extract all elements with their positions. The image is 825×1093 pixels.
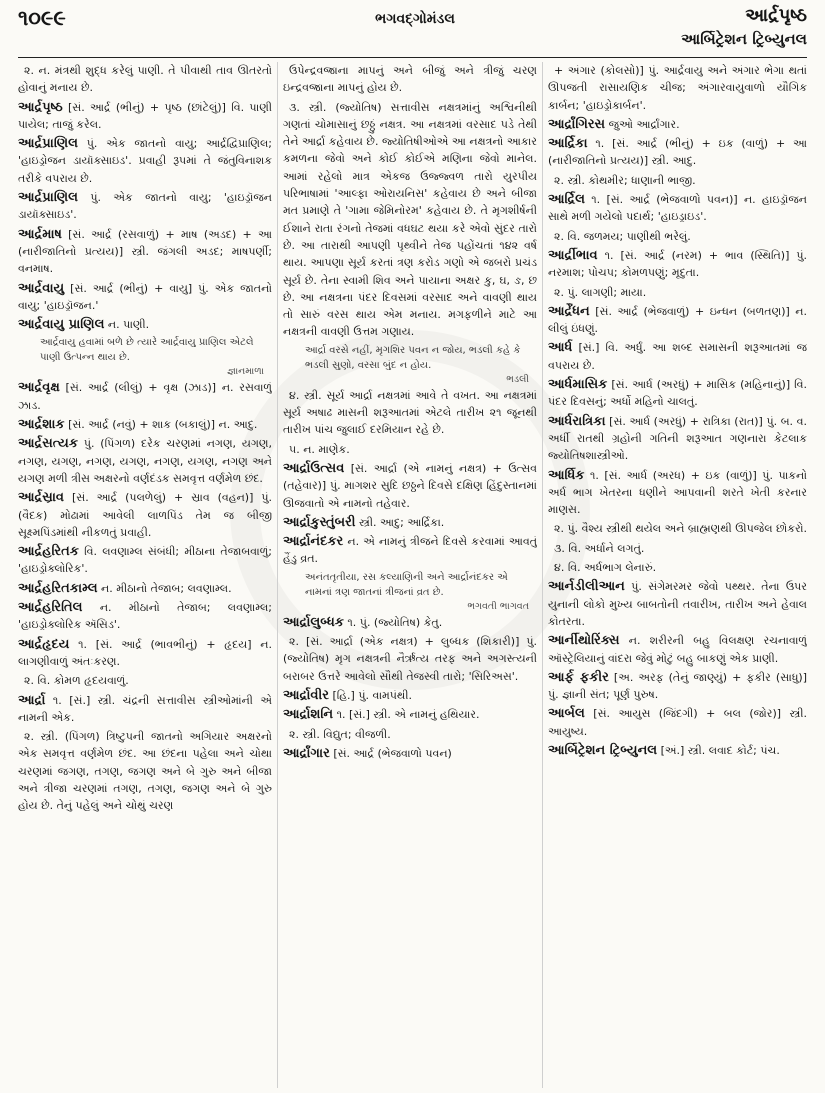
headword: આર્દ્રમાષ: [18, 226, 62, 242]
headword: આર્દ્રાલુબ્ધક: [283, 614, 344, 630]
definition-text: [સં. આર્દ્ર (નવું) + શાક (બકાલું)] ન. આદુ.: [68, 418, 258, 432]
dictionary-entry: [18, 728, 272, 814]
definition-text: ૧. [સં. આર્ધ (અરધ) + ઇક (વાળું)] પું. પાકનો અર્ધ ભાગ ખેતરના ધણીને આપવાની શરતે ખેતી કરનાર માણસ.: [548, 468, 807, 517]
headword: આર્દ્રાશનિ: [283, 707, 334, 723]
dictionary-entry: [548, 303, 807, 338]
definition-text: [સં. આર્દ્ર (ભેજવાળો પવન): [333, 746, 452, 760]
dictionary-entry: [283, 387, 537, 439]
dictionary-entry: [283, 99, 537, 341]
dictionary-entry: [548, 376, 807, 411]
dictionary-entry: [548, 632, 807, 667]
citation-quote: આર્દ્રા વરસે નહીં, મૃગશિર પવન ન જોય, ભડલી કહે કે ભડલી સુણો, વરસા બુંદ ન હોય.: [305, 344, 521, 371]
dictionary-entry: [18, 416, 272, 433]
headword: આર્દ્રપ્રાણિલ: [18, 190, 78, 206]
definition-text: ન. શરીરની બહુ વિલક્ષણ રચનાવાળું ઑસ્ટ્રેલિયાનું વાંદરા જેવું મોટું બહુ બાકણું એક પ્રાણી.: [548, 634, 807, 665]
headword: આર્દ્રાઉત્સવ: [283, 460, 345, 476]
definition-text: ૧. [સં.] સ્ત્રી. એ નામનું હથિયાર.: [336, 708, 480, 722]
headword: આર્બલ: [548, 706, 585, 722]
headword: આર્દ્રપ્રાણિલ: [18, 136, 78, 152]
definition-text: [અ. અરફ (તેનું જાણ્યું) + ફકીર (સાધુ)] પું. જ્ઞાની સંત; પૂર્ણ પુરુષ.: [548, 670, 807, 702]
dictionary-entry: [283, 745, 537, 762]
dictionary-entry: [548, 559, 807, 576]
headword: આર્દ્રહરિતિલ: [18, 600, 83, 616]
definition-text: ૧. [સં.] સ્ત્રી. ચંદ્રની સત્તાવીસ સ્ત્રીઓમાંની એ નામની એક.: [18, 693, 272, 724]
dictionary-entry: [548, 62, 807, 114]
definition-text: ૨. વિ. કોમળ હૃદયવાળું.: [24, 674, 129, 688]
definition-text: ૨. ન. મંત્રથી શુદ્ધ કરેલું પાણી. તે પીવાથી તાવ ઊતરતો હોવાનું મનાય છે.: [18, 64, 272, 95]
headword: આર્દ્રવૃક્ષ: [18, 380, 60, 396]
dictionary-entry: [283, 633, 537, 685]
definition-text: પું. એક જાતનો વાયુ; આર્દ્રદ્વિપ્રાણિલ; 'હાઇડ્રોજન ડાયૉક્સાઇડ'. પ્રવાહી રૂપમાં તે જંતુવિનાશક તરીકે વપરાય છે.: [18, 137, 272, 185]
dictionary-entry: [283, 726, 537, 743]
headword: આર્નડીલીઆન: [548, 579, 625, 595]
definition-text: ૧. [સં. આર્દ્ર (ભેજવાળો પવન)] ન. હાઇડ્રૉજન સાથે મળી ગયેલો પદાર્થ; 'હાઇડ્રાઇડ'.: [548, 193, 807, 224]
headword: આર્દ્રહરિતક: [18, 544, 79, 560]
dictionary-entry: [548, 116, 807, 133]
definition-text: [સં. આર્દ્ર (ભેજવાળું) + ઇન્ધન (બળતણ)] ન. લીલું ઇંધણું.: [548, 304, 807, 336]
dictionary-entry: [18, 316, 272, 333]
definition-text: ૨. [સં. આર્દ્રા (એક નક્ષત્ર) + લુબ્ધક (શિકારી)] પું. (જ્યોતિષ) મૃગ નક્ષત્રની નૈર્ઋત્ય તરફ અને અગસ્ત્યની બરાબર ઉત્તરે આવેલો સૌથી તેજસ્વી તારો; 'સિરિઅસ'.: [283, 635, 537, 683]
definition-text: ૨. સ્ત્રી. (પિંગળ) ત્રિષ્ટુપની જાતનો અગિયાર અક્ષરનો એક સમવૃત્ત વર્ણમેળ છંદ. આ છંદના પહેલા અને ચોથા ચરણમાં જગણ, તગણ, જગણ અને બે ગુરુ અને બીજા અને ત્રીજા ચરણમાં તગણ, તગણ, જગણ અને બે ગુરુ હોય છે. તેનું પહેલું અને ચોથું ચરણ: [18, 730, 272, 813]
dictionary-entry: [18, 543, 272, 578]
headword: આર્બિટ્રેશન ટ્રિબ્યુનલ: [548, 742, 658, 758]
guide-word-last: આર્બિટ્રેશન ટ્રિબ્યુનલ: [681, 30, 807, 48]
definition-text: વિ. લવણામ્લ સંબંધી; મીઠાના તેજાબવાળું; 'હાઇડ્રોક્લોરિક'.: [18, 545, 272, 576]
headword: આર્દ્રવાયુ પ્રાણિલ: [18, 317, 105, 333]
definition-text: ન. મીઠાનો તેજાબ; લવણામ્લ.: [101, 581, 232, 595]
dictionary-entry: [548, 191, 807, 226]
definition-text: [સં. આર્ધ (અરધું) + રાત્રિકા (રાત)] પું. બ. વ. અર્ધી રાતથી ગ્રહોની ગતિની શરૂઆત ગણનારા કેટલાક જ્યોતિષશાસ્ત્રીઓ.: [548, 414, 807, 463]
dictionary-entry: [548, 284, 807, 301]
headword: આર્ફ ફકીર: [548, 669, 609, 685]
headword: આર્દ્રસત્યક: [18, 436, 79, 452]
definition-text: ૧. [સં. આર્દ્ર (ભીનું) + ઇક (વાળું) + આ (નારીજાતિનો પ્રત્યય)] સ્ત્રી. આદુ.: [548, 137, 807, 168]
headword: આર્ધ: [548, 340, 573, 356]
headword: આર્દ્રશાક: [18, 417, 65, 433]
headword: આર્દ્રવાયુ: [18, 280, 65, 296]
definition-text: [સં. આર્દ્ર (ભીનું) + વાયુ] પું. એક જાતનો વાયુ; 'હાઇડ્રૉજન.': [18, 281, 272, 312]
page-number: ૧૦૯૯: [18, 6, 66, 30]
headword: આર્દ્રસ્રાવ: [18, 490, 65, 506]
citation-source: ભડલી: [506, 373, 529, 385]
column-divider: [277, 62, 278, 1088]
dictionary-entry: [283, 514, 537, 531]
headword: આર્ધિક: [548, 467, 585, 483]
citation-quote: આર્દ્રવાયુ હવામાં બળે છે ત્યારે આર્દ્રવાયુ પ્રાણિલ એટલે પાણી ઉત્પન્ન થાય છે.: [40, 337, 254, 364]
definition-text: [સં. આર્દ્ર (ભીનું) + પૃષ્ઠ (છાંટેલું)] વિ. પાણી પાયેલ; તાજું કરેલ.: [18, 100, 272, 131]
dictionary-entry: [18, 62, 272, 97]
definition-text: [સં. આર્ધ (અરધું) + માસિક (મહિનાનું)] વિ. પંદર દિવસનું; અર્ધો મહિનો ચાલતું.: [548, 378, 807, 409]
headword: આર્દ્રહૃદય: [18, 636, 70, 652]
definition-text: ૩. સ્ત્રી. (જ્યોતિષ) સત્તાવીસ નક્ષત્રમાંનું અશ્વિનીથી ગણતાં ચોમાસાનું છઠ્ઠું નક્ષત્ર. આ નક્ષત્રમાં વરસાદ પડે તેથી તેને આર્દ્રા કહેવાય છે. જ્યોતિષીઓએ આ નક્ષત્રનો આકાર કમળના જેવો અને કોઈ કોઈએ મણિના જેવો માનેલ. આમાં રહેલો માત્ર એકજ ઉજ્જ્વળ તારો યુરપીય પરિભાષામાં 'આલ્ફા ઓરાયનિસ' કહેવાય છે અને બીજા મત પ્રમાણે તે 'ગામા જેમિનોરમ' કહેવાય છે. તે મૃગશીર્ષની ઈશાને રાતા રંગનો તેજમાં વધઘટ થયા કરે એવો સુંદર તારો છે. આ તારાથી આપણી પૃથ્વીને તેજ પહોંચતાં ૧૪૨ વર્ષ થાય. આપણા સૂર્ય કરતાં ત્રણ કરોડ ગણો એ જબરો પ્રચંડ સૂર્ય છે. તેના સ્વામી શિવ અને પાયાના અક્ષર કુ, ઘ, ઙ, છ છે. આ નક્ષત્રના પંદર દિવસમાં વરસાદ અને વાવણી થાય તો સારું વરસ થાય એમ મનાય. મગફળીને માટે આ નક્ષત્રની વાવણી ઉત્તમ ગણાય.: [283, 100, 537, 339]
definition-text: ૪. સ્ત્રી. સૂર્ય આર્દ્રા નક્ષત્રમાં આવે તે વખત. આ નક્ષત્રમાં સૂર્ય અષાઢ માસની શરૂઆતમાં એટલે તારીખ ૨૧ જૂનથી તારીખ પાંચ જુલાઈ દરમિયાન રહે છે.: [283, 388, 537, 437]
definition-text: ૧. [સં. આર્દ્ર (ભાવભીનું) + હૃદય] ન. લાગણીવાળું અંતઃકરણ.: [18, 637, 272, 668]
dictionary-entry: [283, 706, 537, 723]
definition-text: જુઓ આર્દ્રાંગાર.: [608, 117, 680, 131]
headword: આર્દ્રાકુસ્તુંબરી: [283, 514, 356, 530]
dictionary-entry: [18, 672, 272, 689]
headword: આર્દ્રપૃષ્ઠ: [18, 99, 63, 115]
dictionary-entry: [548, 705, 807, 740]
definition-text: પું. (પિંગળ) દરેક ચરણમાં નગણ, યગણ, નગણ, યગણ, નગણ, યગણ, નગણ, યગણ, નગણ અને યગણ મળી ત્રીસ અક્ષરનો વર્ણદંડક સમવૃત્ત વર્ણમેળ છંદ.: [18, 437, 272, 485]
column-2: [283, 62, 537, 1088]
header-rule: [18, 57, 807, 58]
citation-source: જ્ઞાનમાળા: [227, 366, 264, 378]
dictionary-entry: [18, 189, 272, 224]
definition-text: ૩. વિ. અર્ધાને લગતું.: [554, 541, 645, 555]
dictionary-entry: [548, 578, 807, 630]
definition-text: [સં. આર્દ્રા (એ નામનું નક્ષત્ર) + ઉત્સવ (તહેવાર)] પું. માગશર સુદિ છઠ્ઠને દિવસે દક્ષિણ હિંદુસ્તાનમાં ઊજવાતો એ નામનો તહેવાર.: [283, 461, 537, 510]
column-1: [18, 62, 272, 1088]
definition-text: ઉપેન્દ્રવજ્રાના માપનું અને બીજું અને ત્રીજું ચરણ ઇન્દ્રવજ્રાના માપનું હોય છે.: [283, 64, 537, 95]
dictionary-entry: [548, 669, 807, 704]
headword: આર્દ્રાંગિરસ: [548, 116, 606, 132]
dictionary-entry: [548, 339, 807, 374]
definition-text: ૨. વિ. જળમય; પાણીથી ભરેલું.: [554, 229, 691, 243]
dictionary-entry: [548, 172, 807, 189]
dictionary-entry: [18, 280, 272, 315]
dictionary-entry: [18, 580, 272, 597]
definition-text: ૨. સ્ત્રી. કોથમીર; ધાણાની ભાજી.: [554, 173, 696, 187]
running-title: ભગવદ્ગોમંડલ: [375, 11, 455, 27]
definition-text: [સં. આર્દ્ર (રસવાળું) + માષ (અડદ) + આ (નારીજાતિનો પ્રત્યય)] સ્ત્રી. જંગલી અડદ; માષપર્ણી; વનમાષ.: [18, 227, 272, 276]
dictionary-entry: [548, 742, 807, 759]
headword: આર્દ્રાંગાર: [283, 745, 330, 761]
definition-text: [સં. આર્દ્ર (પલળેલું) + સ્રાવ (વહન)] પું. (વૈદક) મોઢામાં આવેલી લાળપિંડ તેમ જ બીજી સૂક્ષ્મપિંડમાંથી નીકળતું પ્રવાહી.: [18, 491, 272, 539]
headword: આર્દ્રીભાવ: [548, 247, 598, 263]
definition-text: ન. મીઠાનો તેજાબ; લવણામ્લ; 'હાઇડ્રોક્લોરિક ઍસિડ'.: [18, 601, 272, 632]
dictionary-entry: [548, 520, 807, 537]
dictionary-entry: [283, 62, 537, 97]
headword: આર્નીથોરિંક્સ: [548, 633, 620, 649]
column-divider: [542, 62, 543, 1088]
dictionary-entry: [18, 226, 272, 278]
definition-text: + અંગાર (કોલસો)] પું. આર્દ્રવાયુ અને અંગાર ભેગા થતાં ઊપજતી રાસાયણિક ચીજ; અંગારવાયુવાળો યૌગિક કાર્બન; 'હાઇડ્રોકાર્બન'.: [548, 64, 807, 112]
headword: આર્દ્રહરિતકામ્લ: [18, 580, 98, 596]
headword: આર્ધમાસિક: [548, 377, 608, 393]
dictionary-entry: [548, 413, 807, 465]
definition-text: [અં.] સ્ત્રી. લવાદ કોર્ટ; પંચ.: [660, 743, 780, 757]
column-3: [548, 62, 807, 1088]
dictionary-entry: [548, 228, 807, 245]
headword: આર્દ્રિકા: [548, 136, 588, 152]
definition-text: [હિ.] પું. વામપંથી.: [332, 688, 413, 702]
guide-word-first: આર્દ્રપૃષ્ઠ: [745, 5, 807, 26]
definition-text: [સં. આર્દ્ર (લીલું) + વૃક્ષ (ઝાડ)] ન. રસવાળું ઝાડ.: [18, 381, 272, 412]
dictionary-entry: [283, 687, 537, 704]
definition-text: ૧. પું. (જ્યોતિષ) કેતુ.: [347, 615, 443, 629]
dictionary-entry: [548, 540, 807, 557]
dictionary-entry: [283, 460, 537, 512]
definition-text: ૪. વિ. અર્ધભાગ લેનારું.: [554, 561, 657, 575]
dictionary-entry: [18, 135, 272, 187]
dictionary-entry: [18, 636, 272, 671]
definition-text: [સં. આયુસ (જિંદગી) + બલ (જોર)] સ્ત્રી. આયુષ્ય.: [548, 707, 807, 738]
definition-text: ૫. ન. માણેક.: [289, 442, 350, 456]
definition-text: [સં.] વિ. અર્ધું. આ શબ્દ સમાસની શરૂઆતમાં જ વપરાય છે.: [548, 341, 807, 372]
headword: આર્દ્રેંધન: [548, 303, 590, 319]
definition-text: સ્ત્રી. આદુ; આર્દ્રિકા.: [359, 515, 445, 529]
dictionary-entry: [18, 692, 272, 727]
definition-text: ન. એ નામનું ત્રીજને દિવસે કરવામાં આવતું હૈંડુ વ્રત.: [283, 535, 537, 566]
definition-text: ૨. સ્ત્રી. વિદ્યુત; વીજળી.: [289, 727, 391, 741]
dictionary-entry: [283, 614, 537, 631]
dictionary-entry: [548, 467, 807, 519]
headword: આર્ધરાત્રિકા: [548, 413, 606, 429]
definition-text: ૨. પું. વૈશ્ય સ્ત્રીથી થયેલ અને બ્રાહ્મણથી ઊપજેલ છોકરો.: [554, 522, 807, 536]
definition-text: પું. સંગેમરમર જેવો પથ્થર. તેના ઉપર યુનાની લોકો મુખ્ય બાબતોની તવારીખ, તારીખ અને હેવાલ કોતરતા.: [548, 580, 807, 628]
definition-text: ૧. [સં. આર્દ્ર (નરમ) + ભાવ (સ્થિતિ)] પું. નરમાશ; પોચપ; કોમળપણું; મૃદુતા.: [548, 248, 807, 280]
definition-text: ન. પાણી.: [107, 318, 150, 332]
headword: આર્દ્રા: [18, 692, 46, 708]
dictionary-entry: [548, 135, 807, 170]
headword: આર્દ્રાનંદકર: [283, 534, 344, 550]
dictionary-entry: [18, 435, 272, 487]
page-header: [0, 0, 825, 56]
citation-source: ભગવતી ભાગવત: [467, 600, 529, 612]
citation-quote: અનંતતૃતીયા, રસ કલ્યાણિની અને આર્દ્રાનંદકર એ નામનાં ત્રણ જાતનાં ત્રીજનાં વ્રત છે.: [305, 571, 508, 598]
dictionary-entry: [18, 99, 272, 134]
dictionary-entry: [283, 441, 537, 458]
dictionary-entry: [548, 247, 807, 282]
dictionary-entry: [283, 533, 537, 568]
definition-text: પું. એક જાતનો વાયુ; 'હાઇડ્રૉજન ડાયૉક્સાઇડ'.: [18, 191, 272, 222]
dictionary-entry: [18, 599, 272, 634]
headword: આર્દ્રિલ: [548, 192, 585, 208]
headword: આર્દ્રાવીર: [283, 687, 329, 703]
dictionary-entry: [18, 379, 272, 414]
dictionary-entry: [18, 489, 272, 541]
definition-text: ૨. પું. લાગણી; માયા.: [554, 285, 647, 299]
